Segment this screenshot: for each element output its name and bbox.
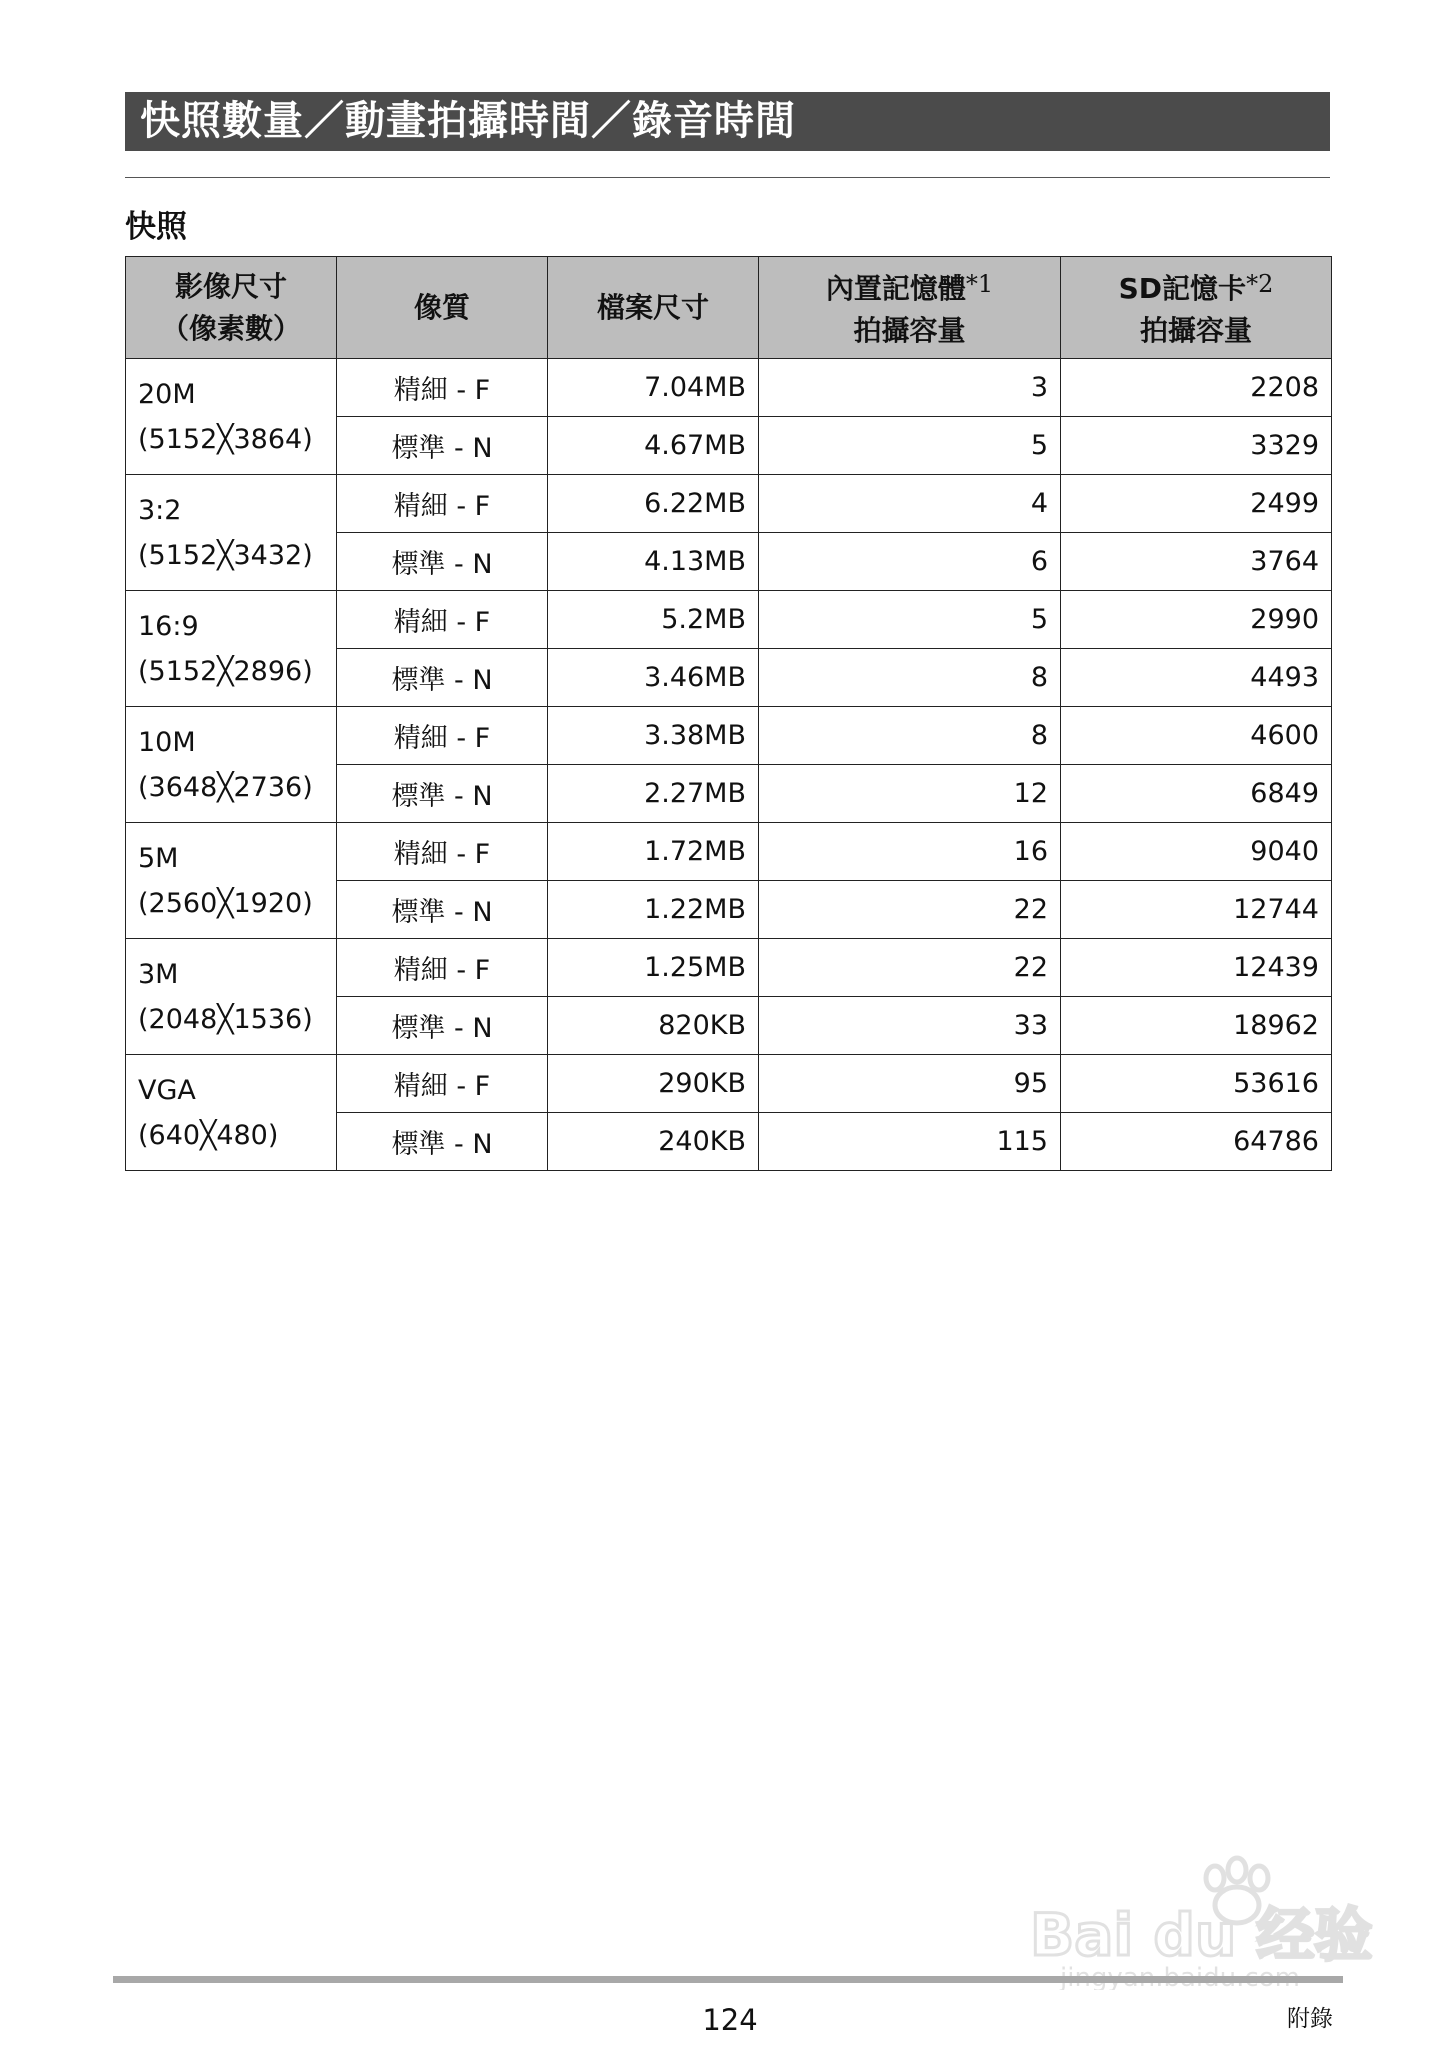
pixel-count-label: (2560╳1920): [138, 887, 313, 919]
snapshot-capacity-table: [125, 256, 1332, 1171]
table-header-row: [126, 257, 1332, 359]
pixel-count-label: (3648╳2736): [138, 771, 313, 803]
file-size-cell: 4.13MB: [548, 533, 759, 591]
internal-capacity-cell: 22: [759, 881, 1061, 939]
internal-capacity-cell: 5: [759, 591, 1061, 649]
section-title: 快照: [125, 209, 187, 245]
internal-capacity-cell: 95: [759, 1055, 1061, 1113]
quality-cell: 標準 - N: [337, 649, 548, 707]
quality-cell: 標準 - N: [337, 765, 548, 823]
file-size-cell: 7.04MB: [548, 359, 759, 417]
file-size-cell: 2.27MB: [548, 765, 759, 823]
title-divider: [125, 177, 1330, 178]
file-size-cell: 1.72MB: [548, 823, 759, 881]
footnote-marker-1: *1: [965, 270, 994, 298]
header-internal-memory: 內置記憶體*1 拍攝容量: [759, 257, 1061, 359]
pixel-count-label: (5152╳2896): [138, 655, 313, 687]
pixel-count-label: (2048╳1536): [138, 1003, 313, 1035]
table-row: [126, 823, 1332, 881]
sd-capacity-cell: 12439: [1061, 939, 1332, 997]
quality-cell: 精細 - F: [337, 823, 548, 881]
file-size-cell: 4.67MB: [548, 417, 759, 475]
quality-cell: 精細 - F: [337, 359, 548, 417]
quality-cell: 精細 - F: [337, 707, 548, 765]
file-size-cell: 6.22MB: [548, 475, 759, 533]
sd-capacity-cell: 2208: [1061, 359, 1332, 417]
appendix-label: 附錄: [1287, 2006, 1333, 2032]
quality-cell: 精細 - F: [337, 591, 548, 649]
header-quality: 像質: [337, 257, 548, 359]
internal-capacity-cell: 3: [759, 359, 1061, 417]
file-size-cell: 240KB: [548, 1113, 759, 1171]
footer-divider: [113, 1976, 1343, 1983]
file-size-cell: 1.25MB: [548, 939, 759, 997]
file-size-cell: 290KB: [548, 1055, 759, 1113]
image-size-cell: [126, 359, 337, 475]
image-size-cell: [126, 475, 337, 591]
baidu-watermark: [1030, 1850, 1390, 1990]
quality-cell: 標準 - N: [337, 997, 548, 1055]
file-size-cell: 820KB: [548, 997, 759, 1055]
header-sd-card: SD記憶卡*2 拍攝容量: [1061, 257, 1332, 359]
file-size-cell: 3.46MB: [548, 649, 759, 707]
page-number: 124: [702, 2003, 758, 2037]
sd-capacity-cell: 4493: [1061, 649, 1332, 707]
image-size-label: VGA: [138, 1074, 196, 1106]
image-size-cell: [126, 1055, 337, 1171]
table-row: [126, 939, 1332, 997]
pixel-count-label: (5152╳3864): [138, 423, 313, 455]
sd-capacity-cell: 3764: [1061, 533, 1332, 591]
sd-capacity-cell: 3329: [1061, 417, 1332, 475]
pixel-count-label: (640╳480): [138, 1119, 279, 1151]
table-row: [126, 707, 1332, 765]
quality-cell: 標準 - N: [337, 533, 548, 591]
sd-capacity-cell: 2990: [1061, 591, 1332, 649]
table-row: [126, 475, 1332, 533]
file-size-cell: 3.38MB: [548, 707, 759, 765]
internal-capacity-cell: 22: [759, 939, 1061, 997]
table-row: [126, 591, 1332, 649]
sd-capacity-cell: 53616: [1061, 1055, 1332, 1113]
table-row: [126, 1055, 1332, 1113]
internal-capacity-cell: 4: [759, 475, 1061, 533]
sd-capacity-cell: 9040: [1061, 823, 1332, 881]
quality-cell: 精細 - F: [337, 1055, 548, 1113]
image-size-label: 3:2: [138, 494, 182, 526]
sd-capacity-cell: 6849: [1061, 765, 1332, 823]
image-size-label: 16:9: [138, 610, 199, 642]
quality-cell: 標準 - N: [337, 881, 548, 939]
file-size-cell: 5.2MB: [548, 591, 759, 649]
quality-cell: 精細 - F: [337, 939, 548, 997]
table-row: [126, 359, 1332, 417]
image-size-label: 5M: [138, 842, 179, 874]
baidu-paw-logo-icon: [1030, 1850, 1390, 1990]
internal-capacity-cell: 115: [759, 1113, 1061, 1171]
sd-capacity-cell: 18962: [1061, 997, 1332, 1055]
svg-text:Bai du 经验: Bai du 经验: [1030, 1901, 1373, 1969]
internal-capacity-cell: 12: [759, 765, 1061, 823]
internal-capacity-cell: 33: [759, 997, 1061, 1055]
image-size-cell: [126, 591, 337, 707]
header-file-size: 檔案尺寸: [548, 257, 759, 359]
internal-capacity-cell: 16: [759, 823, 1061, 881]
header-image-size: 影像尺寸 （像素數）: [126, 257, 337, 359]
quality-cell: 精細 - F: [337, 475, 548, 533]
footnote-marker-2: *2: [1246, 270, 1274, 298]
sd-capacity-cell: 64786: [1061, 1113, 1332, 1171]
internal-capacity-cell: 8: [759, 707, 1061, 765]
internal-capacity-cell: 8: [759, 649, 1061, 707]
quality-cell: 標準 - N: [337, 1113, 548, 1171]
file-size-cell: 1.22MB: [548, 881, 759, 939]
image-size-label: 10M: [138, 726, 196, 758]
page-title-bar: [125, 92, 1330, 151]
sd-capacity-cell: 2499: [1061, 475, 1332, 533]
image-size-cell: [126, 823, 337, 939]
sd-capacity-cell: 4600: [1061, 707, 1332, 765]
image-size-label: 3M: [138, 958, 179, 990]
image-size-cell: [126, 939, 337, 1055]
image-size-label: 20M: [138, 378, 196, 410]
table-body: [126, 359, 1332, 1171]
sd-capacity-cell: 12744: [1061, 881, 1332, 939]
image-size-cell: [126, 707, 337, 823]
internal-capacity-cell: 6: [759, 533, 1061, 591]
quality-cell: 標準 - N: [337, 417, 548, 475]
internal-capacity-cell: 5: [759, 417, 1061, 475]
pixel-count-label: (5152╳3432): [138, 539, 313, 571]
page-title: 快照數量／動畫拍攝時間／錄音時間: [140, 98, 796, 144]
